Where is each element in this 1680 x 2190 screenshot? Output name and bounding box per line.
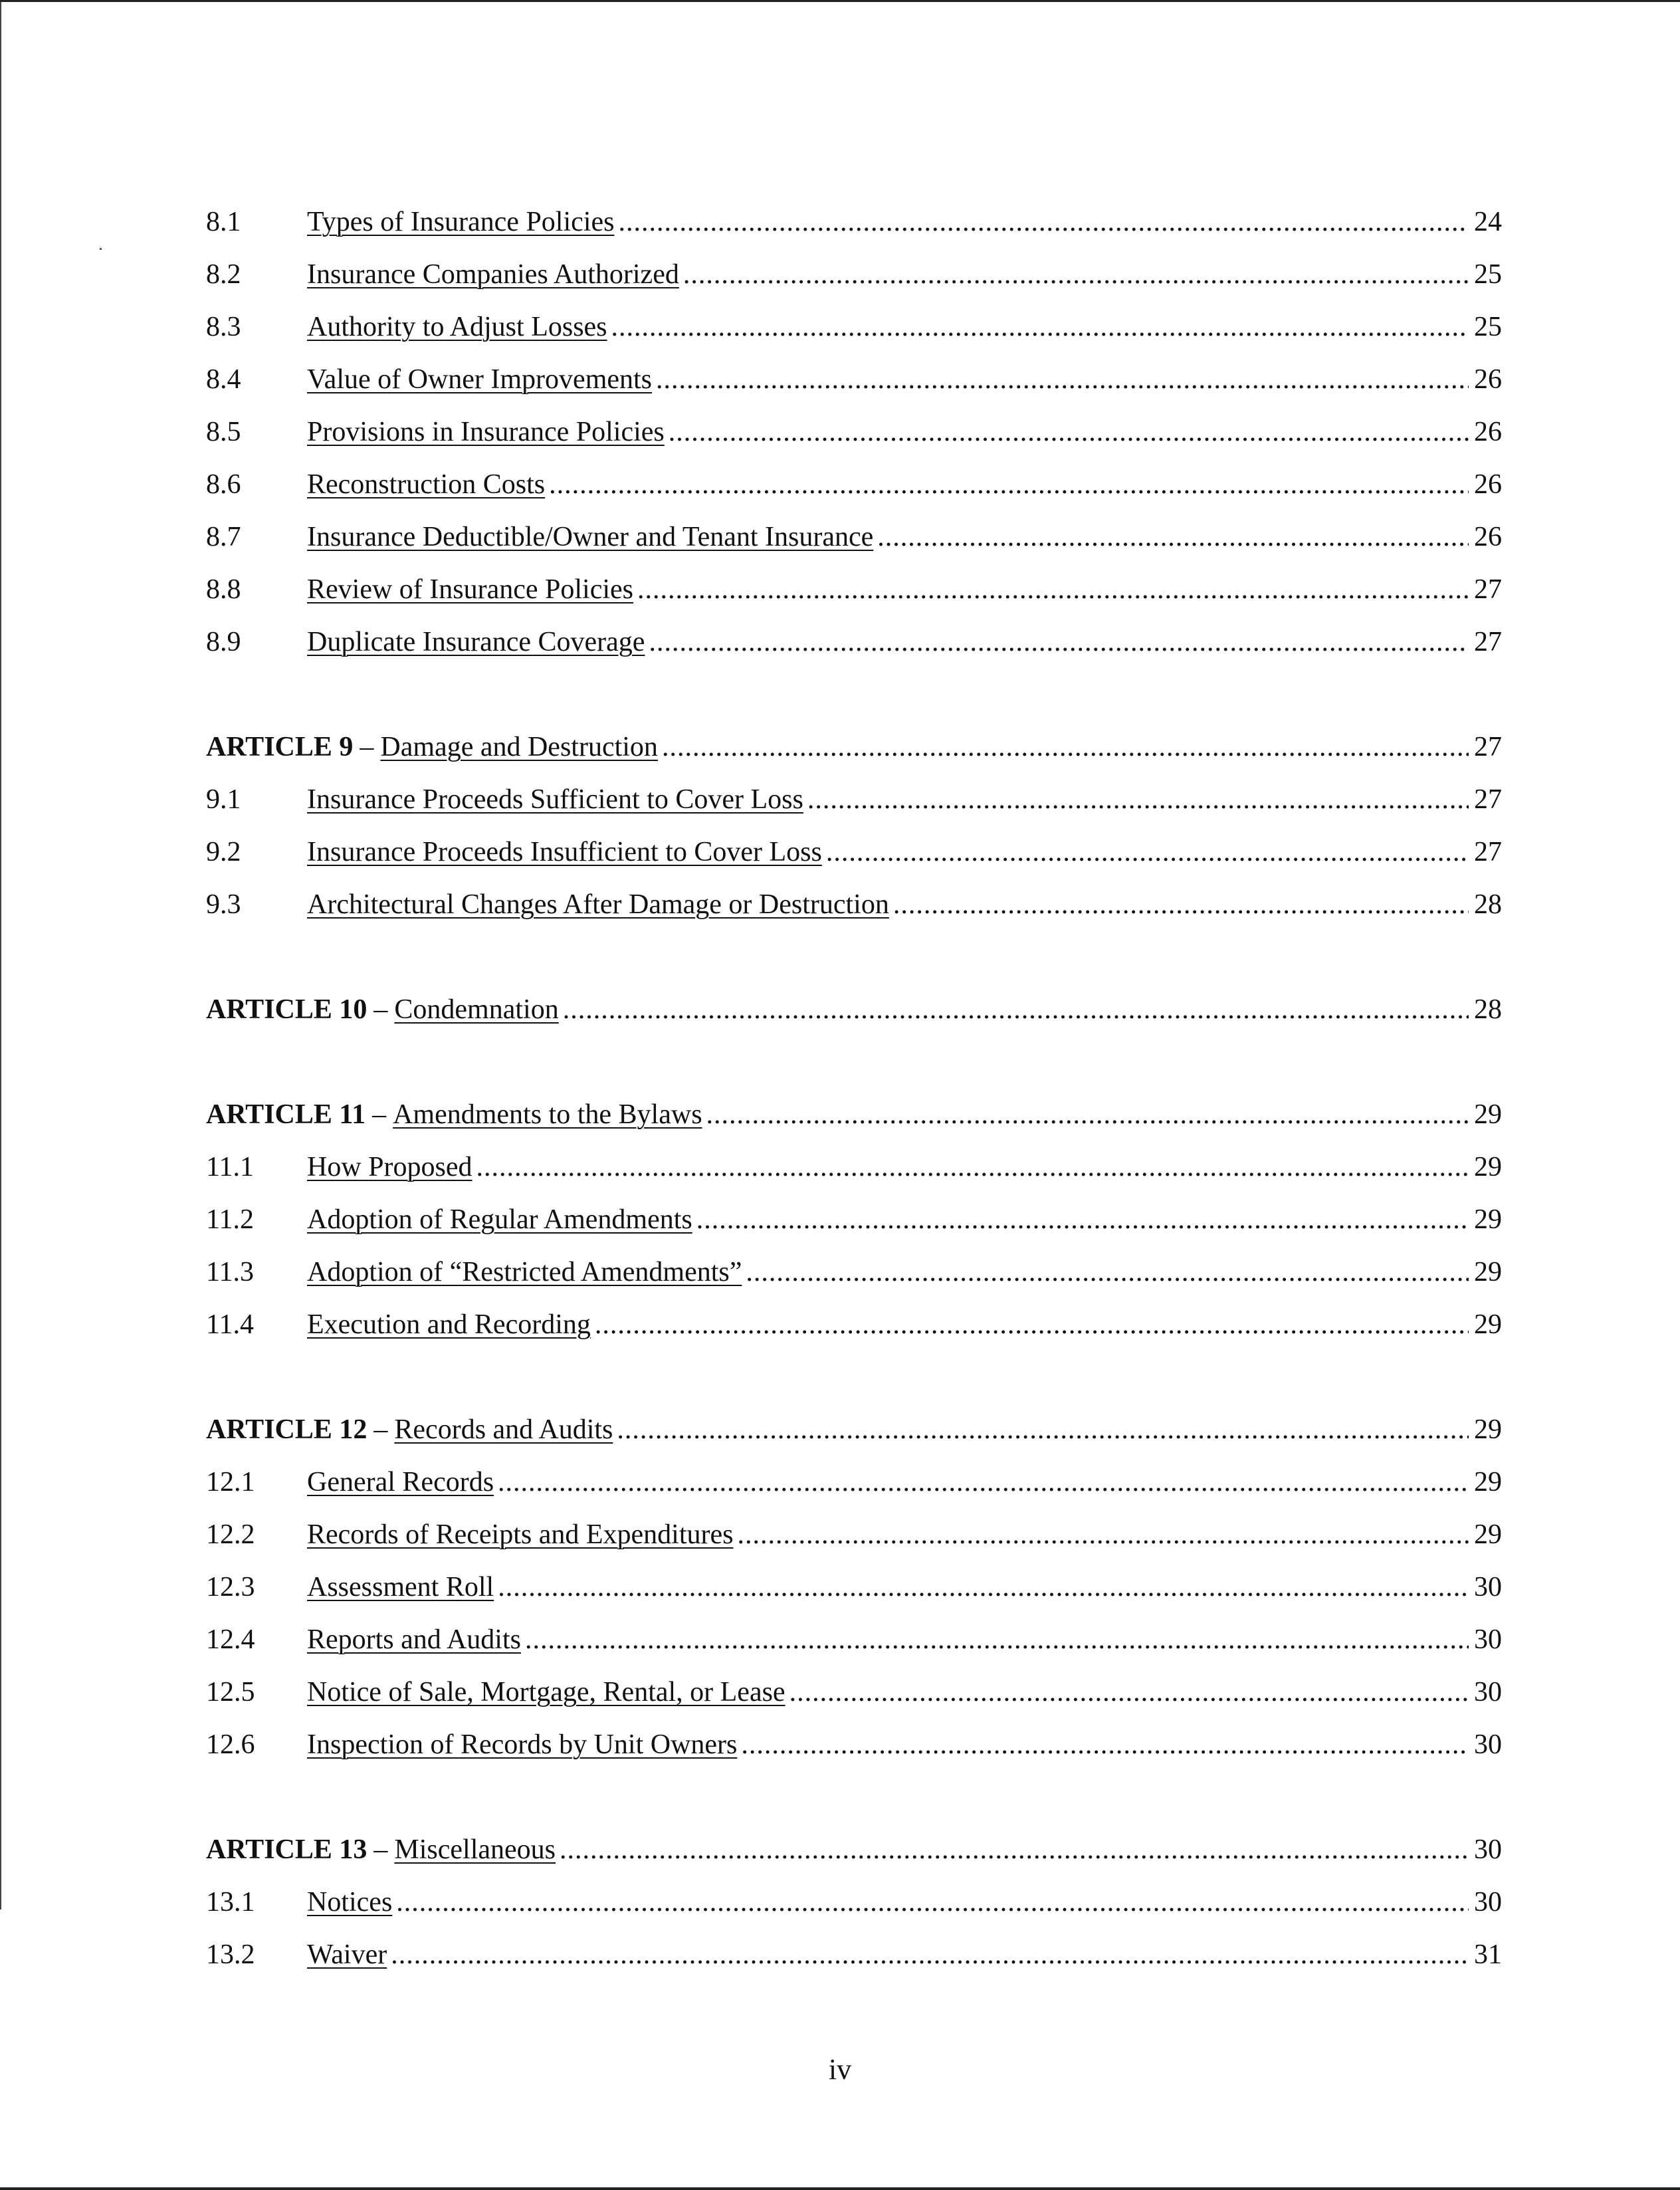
section-title: Provisions in Insurance Policies [307, 417, 665, 447]
section-title: General Records [307, 1467, 494, 1497]
section-number: 9.3 [206, 889, 241, 920]
section-number: 8.8 [206, 574, 241, 605]
section-title: Assessment Roll [307, 1572, 494, 1602]
toc-page-number: 26 [1474, 417, 1502, 447]
toc-spacer [206, 669, 1502, 721]
toc-page-number: 31 [1474, 1939, 1502, 1970]
section-number: 12.5 [206, 1677, 255, 1707]
section-title: Insurance Companies Authorized [307, 259, 679, 290]
dot-leader [669, 406, 1469, 459]
toc-section-row [206, 249, 1502, 301]
section-number: 12.1 [206, 1467, 255, 1497]
section-title: Value of Owner Improvements [307, 364, 653, 395]
section-title: Reconstruction Costs [307, 469, 546, 500]
toc-spacer [206, 1351, 1502, 1404]
article-label: ARTICLE 10 [206, 994, 368, 1025]
toc-page-number: 26 [1474, 522, 1502, 552]
section-number: 11.3 [206, 1257, 254, 1287]
toc-section-row [206, 1194, 1502, 1246]
toc-section-row [206, 301, 1502, 354]
section-title: Notices [307, 1887, 393, 1917]
toc-section-row [206, 1456, 1502, 1509]
section-number: 13.1 [206, 1887, 255, 1917]
scan-speck [100, 248, 102, 250]
dot-leader [498, 1456, 1469, 1509]
toc-section-row [206, 406, 1502, 459]
toc-section-row [206, 1614, 1502, 1666]
dot-leader [611, 301, 1469, 354]
toc-article-row [206, 1824, 1502, 1876]
dot-leader [560, 1824, 1469, 1876]
toc-article-row [206, 721, 1502, 774]
dot-leader [617, 1404, 1469, 1456]
toc-page-number: 24 [1474, 207, 1502, 237]
toc-page-number: 29 [1474, 1519, 1502, 1550]
toc-section-row [206, 1719, 1502, 1771]
toc-page-number: 29 [1474, 1099, 1502, 1130]
article-label: ARTICLE 9 [206, 732, 354, 762]
toc-spacer [206, 931, 1502, 984]
toc-spacer [206, 1036, 1502, 1089]
toc-page-number: 30 [1474, 1624, 1502, 1655]
article-dash: – [372, 1099, 387, 1130]
dot-leader [737, 1509, 1469, 1561]
dot-leader [595, 1299, 1469, 1351]
dot-leader [826, 826, 1469, 879]
toc-page-number: 29 [1474, 1414, 1502, 1445]
section-title: How Proposed [307, 1152, 472, 1182]
section-number: 8.6 [206, 469, 241, 500]
toc-article-row [206, 1404, 1502, 1456]
dot-leader [706, 1089, 1469, 1141]
toc-page-number: 30 [1474, 1834, 1502, 1865]
section-title: Records of Receipts and Expenditures [307, 1519, 734, 1550]
dot-leader [683, 249, 1469, 301]
section-number: 11.1 [206, 1152, 254, 1182]
toc-page-number: 27 [1474, 627, 1502, 657]
article-dash: – [373, 1414, 388, 1445]
toc-page-number: 25 [1474, 259, 1502, 290]
toc-section-row [206, 1666, 1502, 1719]
page-left-edge [0, 2, 1, 1910]
section-title: Types of Insurance Policies [307, 207, 615, 237]
dot-leader [525, 1614, 1469, 1666]
toc-spacer [206, 1771, 1502, 1824]
section-title: Insurance Proceeds Insufficient to Cover Loss [307, 837, 822, 867]
section-number: 8.1 [206, 207, 241, 237]
section-number: 9.1 [206, 784, 241, 815]
section-title: Architectural Changes After Damage or Destruction [307, 889, 889, 920]
section-number: 11.4 [206, 1309, 254, 1340]
toc-page-number: 29 [1474, 1467, 1502, 1497]
section-title: Reports and Audits [307, 1624, 521, 1655]
section-title: Review of Insurance Policies [307, 574, 634, 605]
toc-section-row [206, 616, 1502, 669]
toc-section-row [206, 826, 1502, 879]
section-number: 13.2 [206, 1939, 255, 1970]
toc-page-number: 27 [1474, 574, 1502, 605]
toc-section-row [206, 1141, 1502, 1194]
dot-leader [618, 196, 1469, 249]
dot-leader [662, 721, 1469, 774]
table-of-contents [206, 196, 1502, 1981]
toc-article-row [206, 984, 1502, 1036]
article-title: Damage and Destruction [380, 732, 658, 762]
toc-article-row [206, 1089, 1502, 1141]
toc-section-row [206, 1876, 1502, 1929]
dot-leader [637, 564, 1469, 616]
page-number: iv [828, 2053, 852, 2086]
dot-leader [476, 1141, 1469, 1194]
section-title: Waiver [307, 1939, 387, 1970]
section-number: 12.6 [206, 1729, 255, 1760]
toc-page-number: 29 [1474, 1204, 1502, 1235]
toc-section-row [206, 879, 1502, 931]
toc-page-number: 30 [1474, 1677, 1502, 1707]
toc-section-row [206, 1299, 1502, 1351]
dot-leader [563, 984, 1469, 1036]
section-number: 8.7 [206, 522, 241, 552]
section-number: 8.4 [206, 364, 241, 395]
toc-section-row [206, 354, 1502, 406]
section-number: 8.5 [206, 417, 241, 447]
dot-leader [549, 459, 1469, 511]
article-title: Records and Audits [394, 1414, 613, 1445]
toc-section-row [206, 1929, 1502, 1981]
toc-section-row [206, 196, 1502, 249]
section-title: Adoption of “Restricted Amendments” [307, 1257, 742, 1287]
section-title: Insurance Proceeds Sufficient to Cover Loss [307, 784, 803, 815]
dot-leader [498, 1561, 1469, 1614]
toc-section-row [206, 1509, 1502, 1561]
section-number: 12.4 [206, 1624, 255, 1655]
section-number: 8.9 [206, 627, 241, 657]
dot-leader [696, 1194, 1469, 1246]
section-number: 8.2 [206, 259, 241, 290]
toc-page-number: 27 [1474, 732, 1502, 762]
article-label: ARTICLE 12 [206, 1414, 368, 1445]
section-title: Adoption of Regular Amendments [307, 1204, 692, 1235]
article-dash: – [360, 732, 374, 762]
article-dash: – [373, 1834, 388, 1865]
dot-leader [656, 354, 1469, 406]
toc-page-number: 28 [1474, 889, 1502, 920]
section-title: Execution and Recording [307, 1309, 591, 1340]
toc-section-row [206, 564, 1502, 616]
section-title: Inspection of Records by Unit Owners [307, 1729, 738, 1760]
dot-leader [877, 511, 1469, 564]
toc-page-number: 25 [1474, 312, 1502, 342]
section-title: Insurance Deductible/Owner and Tenant Insurance [307, 522, 874, 552]
dot-leader [893, 879, 1469, 931]
toc-page-number: 30 [1474, 1729, 1502, 1760]
toc-page-number: 29 [1474, 1152, 1502, 1182]
section-number: 11.2 [206, 1204, 254, 1235]
section-title: Duplicate Insurance Coverage [307, 627, 645, 657]
dot-leader [396, 1876, 1469, 1929]
dot-leader [807, 774, 1469, 826]
toc-section-row [206, 511, 1502, 564]
toc-section-row [206, 1561, 1502, 1614]
toc-page-number: 29 [1474, 1257, 1502, 1287]
toc-page-number: 27 [1474, 837, 1502, 867]
section-number: 12.3 [206, 1572, 255, 1602]
toc-page-number: 29 [1474, 1309, 1502, 1340]
section-number: 8.3 [206, 312, 241, 342]
article-dash: – [373, 994, 388, 1025]
toc-page-number: 26 [1474, 469, 1502, 500]
article-label: ARTICLE 13 [206, 1834, 368, 1865]
toc-page-number: 26 [1474, 364, 1502, 395]
article-label: ARTICLE 11 [206, 1099, 366, 1130]
toc-page-number: 28 [1474, 994, 1502, 1025]
dot-leader [391, 1929, 1469, 1981]
section-number: 9.2 [206, 837, 241, 867]
dot-leader [741, 1719, 1469, 1771]
toc-section-row [206, 459, 1502, 511]
section-title: Notice of Sale, Mortgage, Rental, or Lease [307, 1677, 786, 1707]
section-number: 12.2 [206, 1519, 255, 1550]
article-title: Miscellaneous [394, 1834, 556, 1865]
dot-leader [746, 1246, 1469, 1299]
toc-section-row [206, 774, 1502, 826]
article-title: Condemnation [394, 994, 559, 1025]
toc-section-row [206, 1246, 1502, 1299]
toc-page-number: 27 [1474, 784, 1502, 815]
dot-leader [649, 616, 1469, 669]
section-title: Authority to Adjust Losses [307, 312, 607, 342]
toc-page-number: 30 [1474, 1572, 1502, 1602]
article-title: Amendments to the Bylaws [393, 1099, 702, 1130]
toc-page-number: 30 [1474, 1887, 1502, 1917]
dot-leader [789, 1666, 1469, 1719]
